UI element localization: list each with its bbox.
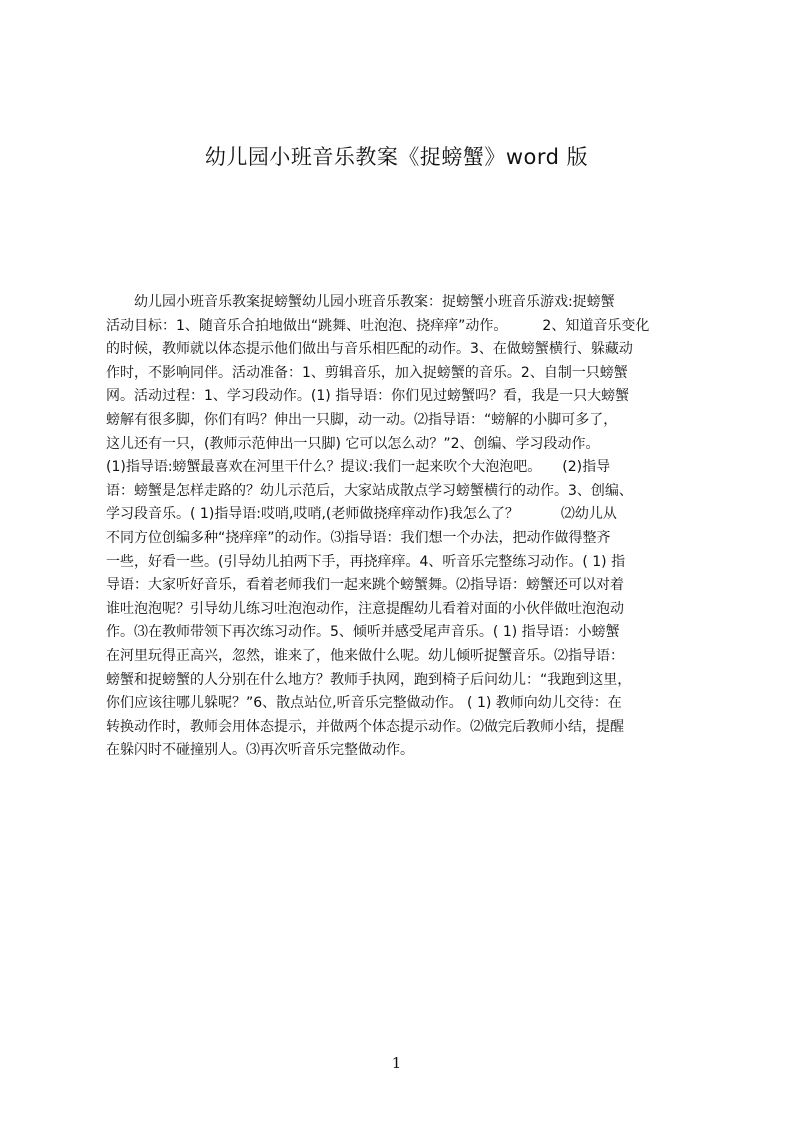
body-line: 转换动作时，教师会用体态提示，并做两个体态提示动作。⑵做完后教师小结，提醒 bbox=[106, 718, 624, 735]
document-body bbox=[106, 291, 698, 831]
body-line: 在河里玩得正高兴，忽然，谁来了，他来做什么呢。幼儿倾听捉蟹音乐。⑵指导语： bbox=[106, 647, 624, 664]
body-line: 不同方位创编多种“挠痒痒”的动作。⑶指导语：我们想一个办法，把动作做得整齐 bbox=[106, 529, 611, 546]
body-line: 学习段音乐。( 1)指导语:哎哨,哎哨,(老师做挠痒痒动作)我怎么了？ ⑵幼儿从 bbox=[106, 506, 617, 523]
body-line: 一些，好看一些。(引导幼儿拍两下手，再挠痒痒。4、听音乐完整练习动作。( 1) 指 bbox=[106, 553, 626, 570]
body-line: 语：螃蟹是怎样走路的？幼儿示范后，大家站成散点学习螃蟹横行的动作。3、创编、 bbox=[106, 482, 633, 499]
body-line: 作。⑶在教师带领下再次练习动作。5、倾听并感受尾声音乐。( 1) 指导语：小螃蟹 bbox=[106, 624, 620, 641]
body-line: 的时候，教师就以体态提示他们做出与音乐相匹配的动作。3、在做螃蟹横行、躲藏动 bbox=[106, 341, 633, 358]
body-line: 活动目标：1、随音乐合拍地做出“跳舞、吐泡泡、挠痒痒”动作。 2、知道音乐变化 bbox=[106, 317, 650, 334]
body-line: 你们应该往哪儿躲呢？”6、散点站位,听音乐完整做动作。 ( 1) 教师向幼儿交待：在 bbox=[106, 695, 622, 712]
body-line: 作时，不影响同伴。活动准备：1、剪辑音乐，加入捉螃蟹的音乐。2、自制一只螃蟹 bbox=[106, 364, 628, 381]
page-number: 1 bbox=[391, 1054, 402, 1072]
body-line: 在躲闪时不碰撞别人。⑶再次听音乐完整做动作。 bbox=[106, 742, 414, 759]
body-line: 谁吐泡泡呢？引导幼儿练习吐泡泡动作，注意提醒幼儿看着对面的小伙伴做吐泡泡动 bbox=[106, 600, 624, 617]
body-line: 网。活动过程：1、学习段动作。(1) 指导语：你们见过螃蟹吗？看，我是一只大螃蟹 bbox=[106, 388, 630, 405]
body-line: 螃解有很多脚，你们有吗？伸出一只脚，动一动。⑵指导语：“螃解的小脚可多了， bbox=[106, 411, 618, 428]
body-line: 螃蟹和捉螃蟹的人分别在什么地方？教师手执网，跑到椅子后问幼儿：“我跑到这里， bbox=[106, 671, 632, 688]
document-title: 幼儿园小班音乐教案《捉螃蟹》word 版 bbox=[204, 145, 589, 169]
body-line: 导语：大家听好音乐，看着老师我们一起来跳个螃蟹舞。⑵指导语：螃蟹还可以对着 bbox=[106, 577, 624, 594]
body-line: (1)指导语:螃蟹最喜欢在河里干什么？提议:我们一起来吹个大泡泡吧。 (2)指导 bbox=[106, 459, 611, 476]
body-line: 这儿还有一只，(教师示范伸出一只脚) 它可以怎么动？”2、创编、学习段动作。 bbox=[106, 435, 600, 452]
body-line: 幼儿园小班音乐教案捉螃蟹幼儿园小班音乐教案：捉螃蟹小班音乐游戏:捉螃蟹 bbox=[106, 294, 615, 310]
